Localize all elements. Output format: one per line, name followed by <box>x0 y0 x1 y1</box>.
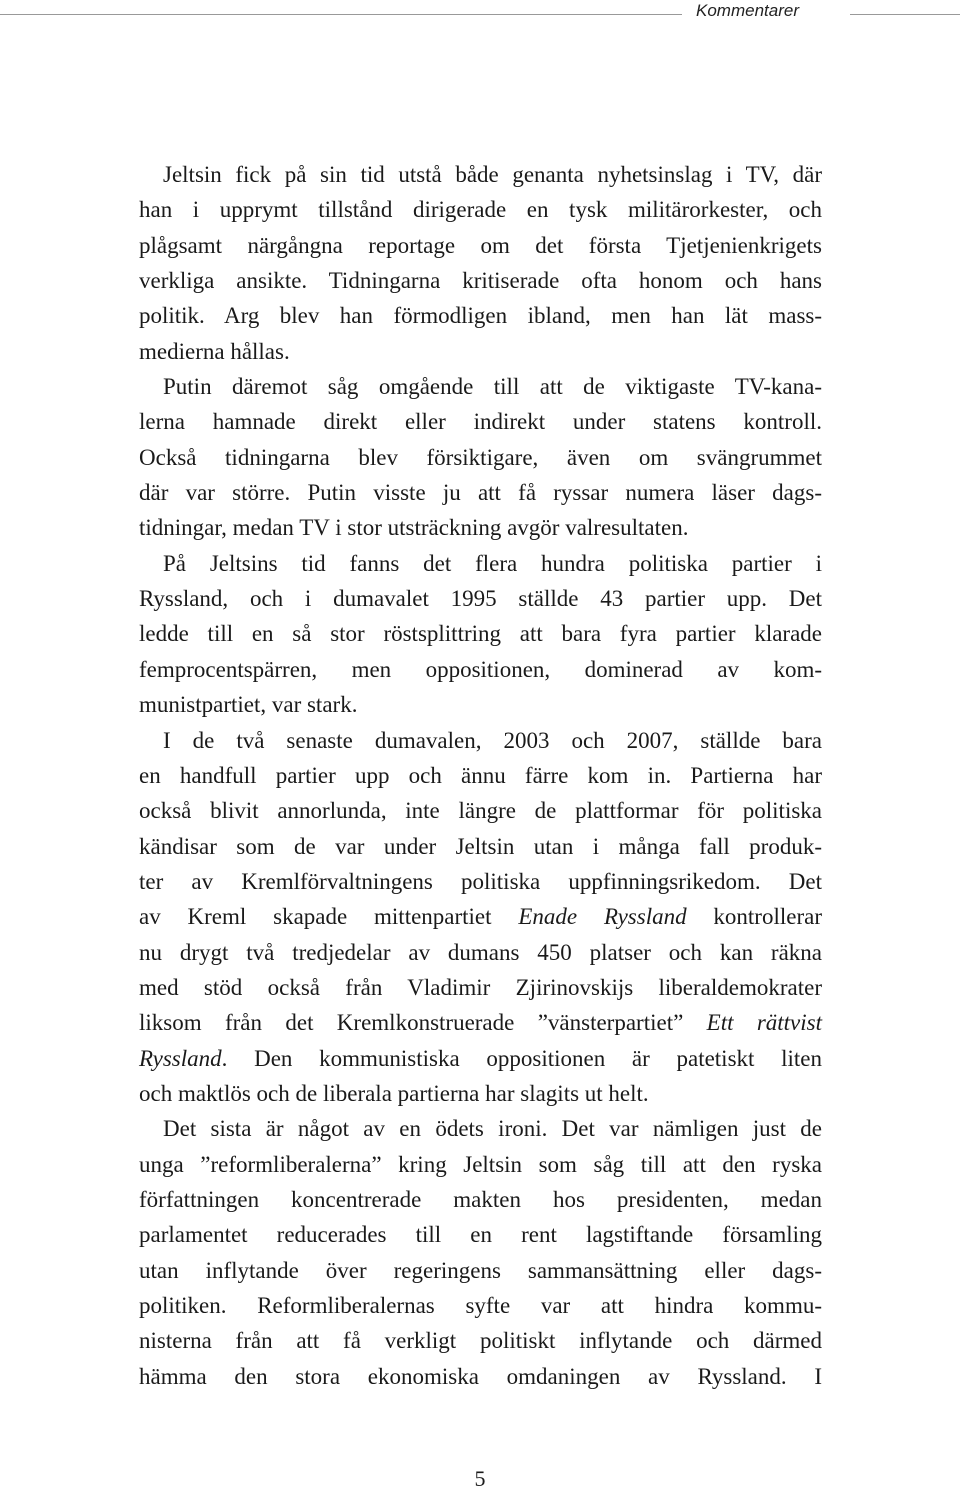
text-line <box>139 157 822 192</box>
text-segment: också blivit annorlunda, inte längre de plattformar för politiska <box>139 798 822 824</box>
text-segment: unga ”reformliberalerna” kring Jeltsin som såg till att den ryska <box>139 1151 822 1177</box>
text-segment: kontrollerar <box>686 904 822 930</box>
text-segment: verkliga ansikte. Tidningarna kritiserade ofta honom och hans <box>139 268 822 294</box>
text-line <box>139 899 822 934</box>
text-segment: femprocentspärren, men oppositionen, dominerad av kom- <box>139 656 822 682</box>
italic-text-segment: Enade Ryssland <box>518 904 687 930</box>
text-segment: med stöd också från Vladimir Zjirinovskijs liberaldemokrater <box>139 974 822 1000</box>
text-segment: författningen koncentrerade makten hos presidenten, medan <box>139 1186 822 1212</box>
text-line <box>139 758 822 793</box>
text-line <box>139 581 822 616</box>
text-line <box>139 1217 822 1252</box>
text-line <box>139 546 822 581</box>
text-segment: politik. Arg blev han förmodligen ibland, men han lät mass- <box>139 303 822 329</box>
text-line <box>139 1253 822 1288</box>
text-segment: medierna hållas. <box>139 338 290 364</box>
text-line <box>139 793 822 828</box>
text-line <box>139 404 822 439</box>
text-line <box>139 1288 822 1323</box>
text-segment: munistpartiet, var stark. <box>139 692 358 718</box>
text-line <box>139 652 822 687</box>
text-line <box>139 935 822 970</box>
text-segment: hämma den stora ekonomiska omdaningen av Ryssland. I <box>139 1363 822 1389</box>
text-line <box>139 475 822 510</box>
text-line <box>139 687 822 722</box>
text-segment: kändisar som de var under Jeltsin utan i många fall produk- <box>139 833 822 859</box>
running-header-title: Kommentarer <box>696 1 799 20</box>
text-segment: där var större. Putin visste ju att få ryssar numera läser dags- <box>139 480 822 506</box>
text-segment: parlamentet reducerades till en rent lagstiftande församling <box>139 1222 822 1248</box>
text-segment: . Den kommunistiska oppositionen är patetiskt liten <box>221 1045 822 1071</box>
text-line <box>139 334 822 369</box>
text-segment: Det sista är något av en ödets ironi. Det var nämligen just de <box>163 1116 822 1142</box>
text-segment: ledde till en så stor röstsplittring att bara fyra partier klarade <box>139 621 822 647</box>
text-segment: plågsamt närgångna reportage om det första Tjetjenienkrigets <box>139 232 822 258</box>
text-line <box>139 298 822 333</box>
text-segment: Putin däremot såg omgående till att de viktigaste TV-kana- <box>163 374 822 400</box>
text-segment: en handfull partier upp och ännu färre kom in. Partierna har <box>139 762 822 788</box>
running-header <box>0 0 960 24</box>
text-segment: politiken. Reformliberalernas syfte var att hindra kommu- <box>139 1293 822 1318</box>
page-number: 5 <box>474 1466 486 1491</box>
text-line <box>139 1182 822 1217</box>
text-segment: I de två senaste dumavalen, 2003 och 2007, ställde bara <box>163 727 822 753</box>
text-line <box>139 192 822 227</box>
text-segment: och maktlös och de liberala partierna har slagits ut helt. <box>139 1080 649 1106</box>
text-segment: lerna hamnade direkt eller indirekt under statens kontroll. <box>139 409 822 435</box>
text-line <box>139 1005 822 1040</box>
text-segment: liksom från det Kremlkonstruerade ”vänsterpartiet” <box>139 1010 707 1036</box>
text-segment: Också tidningarna blev försiktigare, även om svängrummet <box>139 444 822 470</box>
text-line <box>139 228 822 263</box>
text-segment: ter av Kremlförvaltningens politiska uppfinningsrikedom. Det <box>139 868 822 894</box>
header-rule-left <box>0 14 682 15</box>
text-line <box>139 1359 822 1394</box>
header-rule-right <box>850 14 960 15</box>
text-segment: tidningar, medan TV i stor utsträckning avgör valresultaten. <box>139 515 689 541</box>
text-segment: Jeltsin fick på sin tid utstå både genanta nyhetsinslag i TV, där <box>163 162 822 187</box>
text-line <box>139 864 822 899</box>
text-segment: På Jeltsins tid fanns det flera hundra politiska partier i <box>163 550 822 576</box>
text-segment: utan inflytande över regeringens sammansättning eller dags- <box>139 1257 822 1283</box>
text-line <box>139 1041 822 1076</box>
text-line <box>139 1111 822 1146</box>
text-line <box>139 1076 822 1111</box>
text-line <box>139 1147 822 1182</box>
text-line <box>139 829 822 864</box>
text-segment: Ryssland, och i dumavalet 1995 ställde 43 partier upp. Det <box>139 586 822 612</box>
text-segment: han i upprymt tillstånd dirigerade en tysk militärorkester, och <box>139 197 822 223</box>
italic-text-segment: Ett rättvist <box>706 1010 822 1036</box>
text-line <box>139 369 822 404</box>
text-line <box>139 510 822 545</box>
text-segment: av Kreml skapade mittenpartiet <box>139 904 519 930</box>
text-segment: nu drygt två tredjedelar av dumans 450 platser och kan räkna <box>139 939 822 965</box>
text-line <box>139 616 822 651</box>
italic-text-segment: Ryssland <box>139 1045 222 1071</box>
text-line <box>139 263 822 298</box>
text-line <box>139 440 822 475</box>
text-line <box>139 970 822 1005</box>
text-line <box>139 1323 822 1358</box>
text-segment: nisterna från att få verkligt politiskt inflytande och därmed <box>139 1328 822 1354</box>
text-line <box>139 723 822 758</box>
article-body <box>139 157 822 1394</box>
